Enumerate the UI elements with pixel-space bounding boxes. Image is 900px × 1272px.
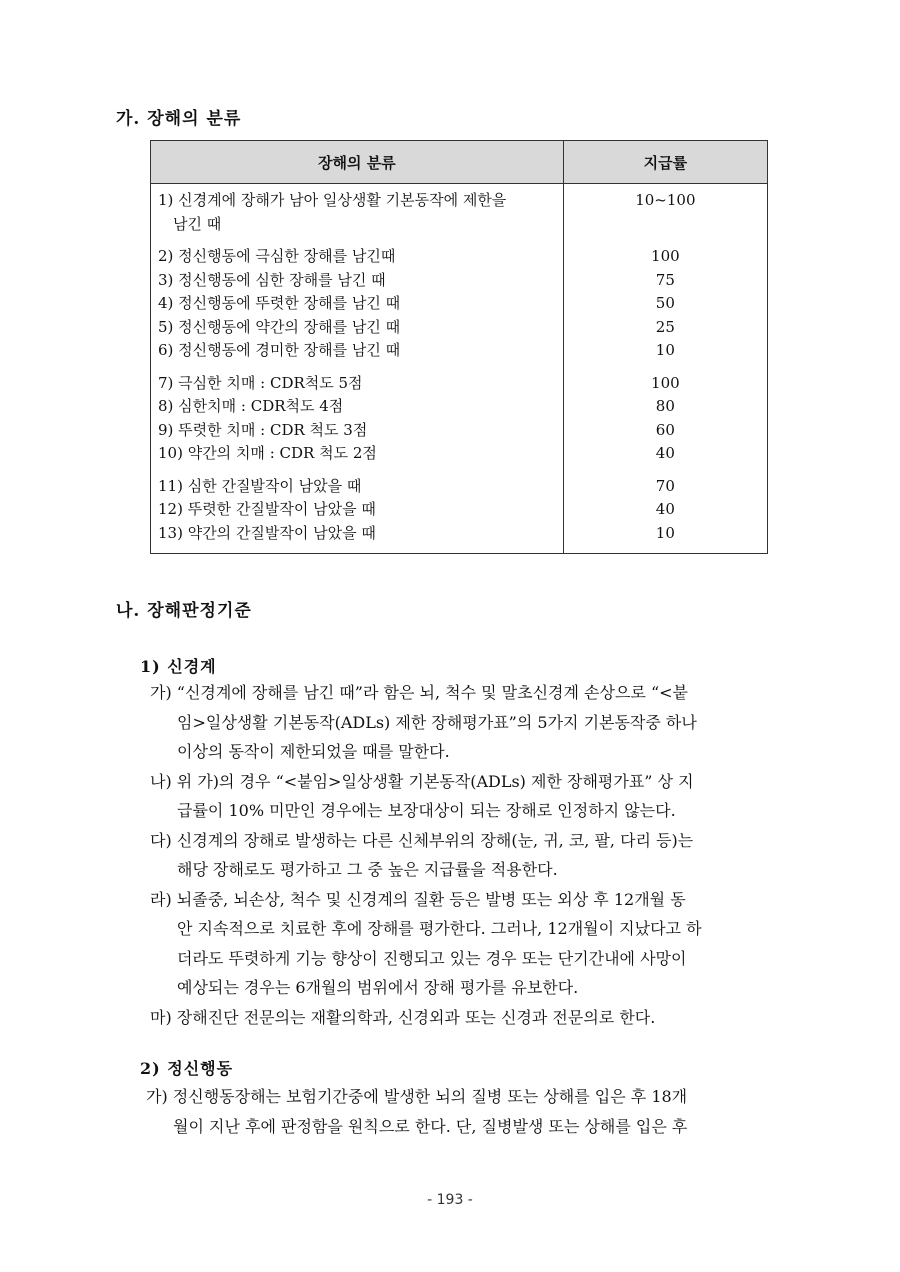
row-label: 9) 뚜렷한 치매 : CDR 척도 3점 <box>158 420 368 439</box>
table-row <box>151 372 768 475</box>
criteria-line: 라) 뇌졸중, 뇌손상, 척수 및 신경계의 질환 등은 발병 또는 외상 후 12개월 동 <box>150 889 686 909</box>
criteria-line: 나) 위 가)의 경우 “<붙임>일상생활 기본동작(ADLs) 제한 장해평가표” 상 지 <box>150 771 694 791</box>
row-label: 2) 정신행동에 극심한 장해를 남긴때 <box>158 247 396 265</box>
row-rate: 25 <box>655 317 675 336</box>
row-rate: 10 <box>655 523 675 542</box>
neuro-criteria <box>150 678 830 1032</box>
subsection-neuro-title: 1) 신경계 <box>140 657 217 676</box>
criteria-line: 안 지속적으로 치료한 후에 장해를 평가한다. 그러나, 12개월이 지났다고 하 <box>177 919 702 938</box>
row-rate: 100 <box>651 247 680 265</box>
subsection-mental-title: 2) 정신행동 <box>140 1059 234 1078</box>
table-row <box>151 245 768 372</box>
row-label: 13) 약간의 간질발작이 남았을 때 <box>158 523 376 542</box>
section-b-title: 나. 장해판정기준 <box>116 601 252 621</box>
row-label-continued: 남긴 때 <box>173 214 222 233</box>
row-label: 3) 정신행동에 심한 장해를 남긴 때 <box>158 270 386 289</box>
row-label: 7) 극심한 치매 : CDR척도 5점 <box>158 373 363 392</box>
criteria-line: 급률이 10% 미만인 경우에는 보장대상이 되는 장해로 인정하지 않는다. <box>177 801 676 820</box>
criteria-line: 가) “신경계에 장해를 남긴 때”라 함은 뇌, 척수 및 말초신경계 손상으로 “<붙 <box>150 683 688 702</box>
table-row <box>151 184 768 246</box>
row-label: 10) 약간의 치매 : CDR 척도 2점 <box>158 444 377 462</box>
classification-table <box>150 140 768 554</box>
table-row <box>151 475 768 554</box>
criteria-line: 월이 지난 후에 판정함을 원칙으로 한다. 단, 질병발생 또는 상해를 입은 후 <box>173 1116 688 1136</box>
col-header-rate: 지급률 <box>563 141 767 184</box>
section-a-title: 가. 장해의 분류 <box>116 109 242 129</box>
criteria-line: 이상의 동작이 제한되었을 때를 말한다. <box>177 742 450 761</box>
row-rate: 75 <box>655 270 675 289</box>
table-header-row <box>151 141 768 184</box>
row-rate: 50 <box>655 294 675 312</box>
row-rate: 10 <box>655 341 675 359</box>
row-rate: 40 <box>655 500 675 518</box>
criteria-line: 해당 장해로도 평가하고 그 중 높은 지급률을 적용한다. <box>177 860 558 879</box>
row-rate: 70 <box>655 476 675 495</box>
page-number: - 193 - <box>427 1192 473 1208</box>
criteria-line: 임>일상생활 기본동작(ADLs) 제한 장해평가표”의 5가지 기본동작중 하나 <box>177 712 697 732</box>
row-label: 8) 심한치매 : CDR척도 4점 <box>158 397 344 415</box>
row-rate: 80 <box>655 397 675 415</box>
row-label: 6) 정신행동에 경미한 장해를 남긴 때 <box>158 341 401 359</box>
criteria-line: 마) 장해진단 전문의는 재활의학과, 신경외과 또는 신경과 전문의로 한다. <box>150 1007 656 1027</box>
criteria-line: 가) 정신행동장해는 보험기간중에 발생한 뇌의 질병 또는 상해를 입은 후 18개 <box>146 1087 688 1106</box>
criteria-line: 더라도 뚜렷하게 기능 향상이 진행되고 있는 경우 또는 단기간내에 사망이 <box>177 948 687 968</box>
row-rate: 60 <box>655 420 675 439</box>
row-label: 12) 뚜렷한 간질발작이 남았을 때 <box>158 500 376 518</box>
criteria-line: 예상되는 경우는 6개월의 범위에서 장해 평가를 유보한다. <box>177 978 579 997</box>
row-rate: 40 <box>655 444 675 462</box>
row-rate: 100 <box>651 373 680 392</box>
row-label: 1) 신경계에 장해가 남아 일상생활 기본동작에 제한을 <box>158 191 507 209</box>
row-label: 11) 심한 간질발작이 남았을 때 <box>158 476 362 495</box>
row-label: 4) 정신행동에 뚜렷한 장해를 남긴 때 <box>158 294 401 312</box>
row-label: 5) 정신행동에 약간의 장해를 남긴 때 <box>158 317 401 336</box>
row-rate: 10~100 <box>635 191 696 209</box>
criteria-line: 다) 신경계의 장해로 발생하는 다른 신체부위의 장해(눈, 귀, 코, 팔, 다리 등)는 <box>150 830 694 850</box>
col-header-classification: 장해의 분류 <box>151 141 564 184</box>
mental-criteria <box>146 1082 830 1141</box>
